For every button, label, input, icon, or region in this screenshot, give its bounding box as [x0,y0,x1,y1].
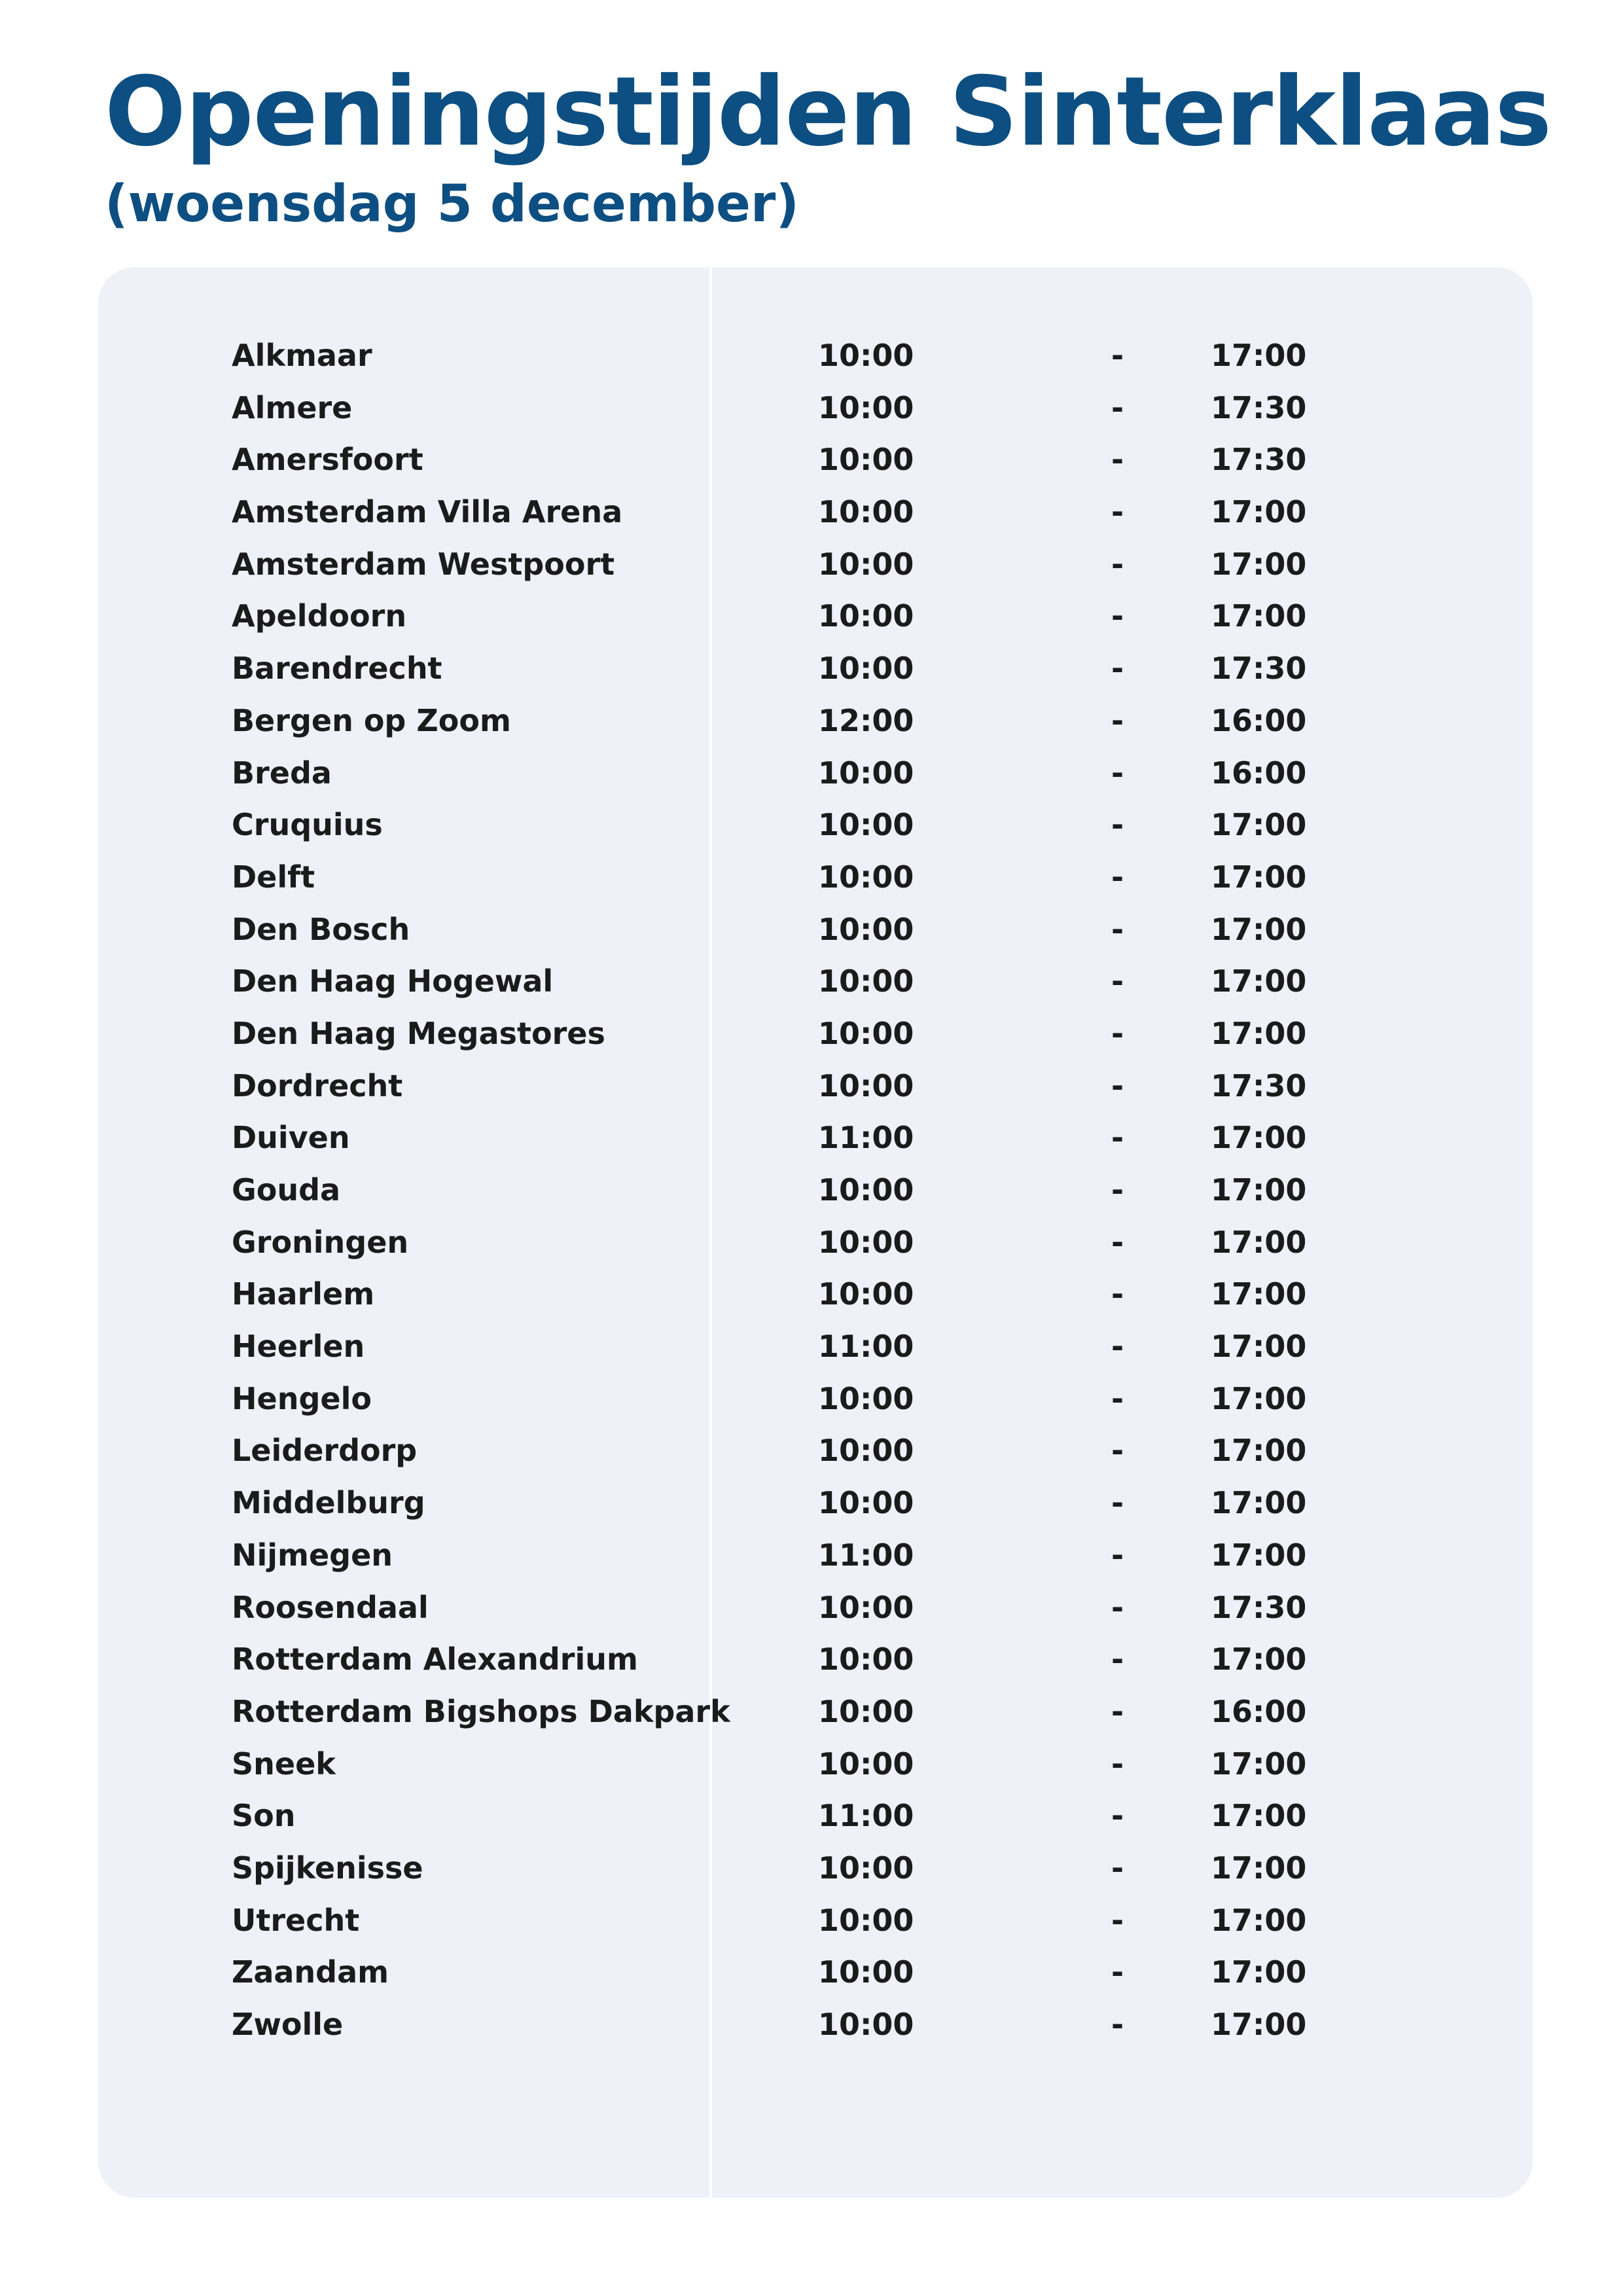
opening-time: 10:00 [818,1641,914,1677]
store-name: Zwolle [232,2007,344,2042]
closing-time: 17:00 [1211,911,1307,947]
store-name: Middelburg [232,1485,425,1521]
time-separator: - [1111,338,1124,373]
time-separator: - [1111,1850,1124,1886]
opening-time: 10:00 [818,1276,914,1312]
opening-time: 10:00 [818,1589,914,1625]
time-separator: - [1111,1746,1124,1782]
closing-time: 17:00 [1211,1850,1307,1886]
list-item [232,1112,1344,1164]
time-separator: - [1111,702,1124,738]
store-name: Gouda [232,1172,341,1208]
time-separator: - [1111,1172,1124,1208]
opening-time: 10:00 [818,755,914,791]
time-separator: - [1111,1641,1124,1677]
time-separator: - [1111,2007,1124,2042]
time-separator: - [1111,1902,1124,1938]
store-name: Almere [232,389,353,425]
time-separator: - [1111,494,1124,530]
list-item [232,1060,1344,1113]
closing-time: 17:00 [1211,963,1307,999]
store-name: Haarlem [232,1276,375,1312]
opening-time: 10:00 [818,859,914,895]
store-name: Spijkenisse [232,1850,423,1886]
list-item [232,1686,1344,1738]
time-separator: - [1111,963,1124,999]
closing-time: 17:30 [1211,651,1307,687]
list-item [232,1008,1344,1060]
list-item [232,1373,1344,1426]
store-name: Leiderdorp [232,1433,418,1469]
time-separator: - [1111,1224,1124,1260]
closing-time: 17:00 [1211,1433,1307,1469]
closing-time: 17:00 [1211,1224,1307,1260]
time-separator: - [1111,1380,1124,1416]
opening-time: 10:00 [818,546,914,582]
closing-time: 17:00 [1211,1120,1307,1156]
opening-time: 10:00 [818,494,914,530]
list-item [232,799,1344,852]
time-separator: - [1111,598,1124,634]
list-item [232,852,1344,904]
opening-time: 10:00 [818,911,914,947]
time-separator: - [1111,1589,1124,1625]
time-separator: - [1111,1329,1124,1365]
store-name: Heerlen [232,1329,365,1365]
list-item [232,1790,1344,1842]
store-name: Son [232,1798,296,1834]
list-item [232,1268,1344,1321]
closing-time: 16:00 [1211,755,1307,791]
opening-time: 10:00 [818,598,914,634]
list-item [232,1530,1344,1582]
opening-time: 10:00 [818,1067,914,1103]
closing-time: 17:30 [1211,1589,1307,1625]
store-name: Zaandam [232,1954,389,1990]
list-item [232,1582,1344,1634]
closing-time: 17:00 [1211,859,1307,895]
page-title: Openingstijden Sinterklaas [105,56,1552,168]
list-item [232,1999,1344,2051]
opening-time: 10:00 [818,442,914,478]
opening-time: 10:00 [818,389,914,425]
list-item [232,434,1344,486]
list-item [232,1321,1344,1373]
store-name: Apeldoorn [232,598,407,634]
time-separator: - [1111,1276,1124,1312]
store-name: Rotterdam Alexandrium [232,1641,638,1677]
list-item [232,643,1344,695]
closing-time: 17:00 [1211,1380,1307,1416]
store-name: Den Haag Megastores [232,1015,605,1051]
closing-time: 17:00 [1211,338,1307,373]
store-name: Alkmaar [232,338,372,373]
store-name: Amsterdam Villa Arena [232,494,623,530]
time-separator: - [1111,755,1124,791]
opening-time: 10:00 [818,1746,914,1782]
opening-time: 12:00 [818,702,914,738]
list-item [232,956,1344,1008]
time-separator: - [1111,1537,1124,1573]
opening-time: 11:00 [818,1120,914,1156]
opening-time: 10:00 [818,1433,914,1469]
list-item [232,1164,1344,1217]
time-separator: - [1111,1067,1124,1103]
store-name: Bergen op Zoom [232,702,511,738]
list-item [232,1895,1344,1947]
list-item [232,486,1344,539]
list-item [232,590,1344,643]
time-separator: - [1111,1433,1124,1469]
opening-time: 10:00 [818,1902,914,1938]
list-item [232,747,1344,800]
list-item [232,1217,1344,1269]
time-separator: - [1111,1693,1124,1729]
opening-time: 10:00 [818,807,914,843]
opening-time: 10:00 [818,1380,914,1416]
closing-time: 17:00 [1211,1641,1307,1677]
time-separator: - [1111,442,1124,478]
list-item [232,1738,1344,1791]
list-item [232,330,1344,382]
store-name: Dordrecht [232,1067,403,1103]
closing-time: 16:00 [1211,1693,1307,1729]
opening-time: 10:00 [818,1850,914,1886]
list-item [232,1425,1344,1477]
time-separator: - [1111,911,1124,947]
list-item [232,1946,1344,1999]
store-name: Den Bosch [232,911,410,947]
store-name: Amsterdam Westpoort [232,546,615,582]
closing-time: 17:00 [1211,494,1307,530]
closing-time: 17:00 [1211,1537,1307,1573]
closing-time: 17:00 [1211,1172,1307,1208]
closing-time: 17:30 [1211,389,1307,425]
time-separator: - [1111,546,1124,582]
closing-time: 17:00 [1211,2007,1307,2042]
closing-time: 17:00 [1211,1902,1307,1938]
time-separator: - [1111,807,1124,843]
store-name: Utrecht [232,1902,360,1938]
opening-time: 10:00 [818,963,914,999]
list-item [232,904,1344,956]
opening-time: 11:00 [818,1537,914,1573]
store-name: Den Haag Hogewal [232,963,554,999]
list-item [232,1477,1344,1530]
store-name: Duiven [232,1120,350,1156]
time-separator: - [1111,1485,1124,1521]
time-separator: - [1111,651,1124,687]
time-separator: - [1111,1954,1124,1990]
store-name: Breda [232,755,332,791]
store-name: Amersfoort [232,442,423,478]
opening-time: 10:00 [818,1693,914,1729]
closing-time: 17:30 [1211,1067,1307,1103]
closing-time: 17:00 [1211,1485,1307,1521]
store-name: Nijmegen [232,1537,393,1573]
opening-time: 10:00 [818,2007,914,2042]
list-item [232,1842,1344,1895]
hours-list [232,330,1344,2051]
closing-time: 17:00 [1211,1015,1307,1051]
closing-time: 17:00 [1211,598,1307,634]
closing-time: 17:00 [1211,807,1307,843]
list-item [232,539,1344,591]
store-name: Delft [232,859,315,895]
closing-time: 17:00 [1211,546,1307,582]
store-name: Barendrecht [232,651,442,687]
store-name: Rotterdam Bigshops Dakpark [232,1693,730,1729]
opening-time: 10:00 [818,338,914,373]
time-separator: - [1111,1798,1124,1834]
list-item [232,695,1344,747]
time-separator: - [1111,859,1124,895]
store-name: Roosendaal [232,1589,429,1625]
closing-time: 17:00 [1211,1954,1307,1990]
opening-time: 10:00 [818,1015,914,1051]
store-name: Groningen [232,1224,409,1260]
list-item [232,1634,1344,1686]
opening-time: 10:00 [818,1172,914,1208]
list-item [232,382,1344,435]
time-separator: - [1111,1015,1124,1051]
closing-time: 17:00 [1211,1276,1307,1312]
time-separator: - [1111,1120,1124,1156]
opening-time: 10:00 [818,651,914,687]
opening-time: 10:00 [818,1485,914,1521]
store-name: Cruquius [232,807,383,843]
opening-time: 10:00 [818,1224,914,1260]
page-subtitle: (woensdag 5 december) [105,175,800,234]
closing-time: 17:00 [1211,1746,1307,1782]
opening-time: 11:00 [818,1329,914,1365]
closing-time: 17:00 [1211,1329,1307,1365]
store-name: Hengelo [232,1380,372,1416]
hours-panel [98,267,1533,2198]
opening-time: 11:00 [818,1798,914,1834]
closing-time: 17:00 [1211,1798,1307,1834]
opening-time: 10:00 [818,1954,914,1990]
closing-time: 16:00 [1211,702,1307,738]
closing-time: 17:30 [1211,442,1307,478]
store-name: Sneek [232,1746,336,1782]
time-separator: - [1111,389,1124,425]
